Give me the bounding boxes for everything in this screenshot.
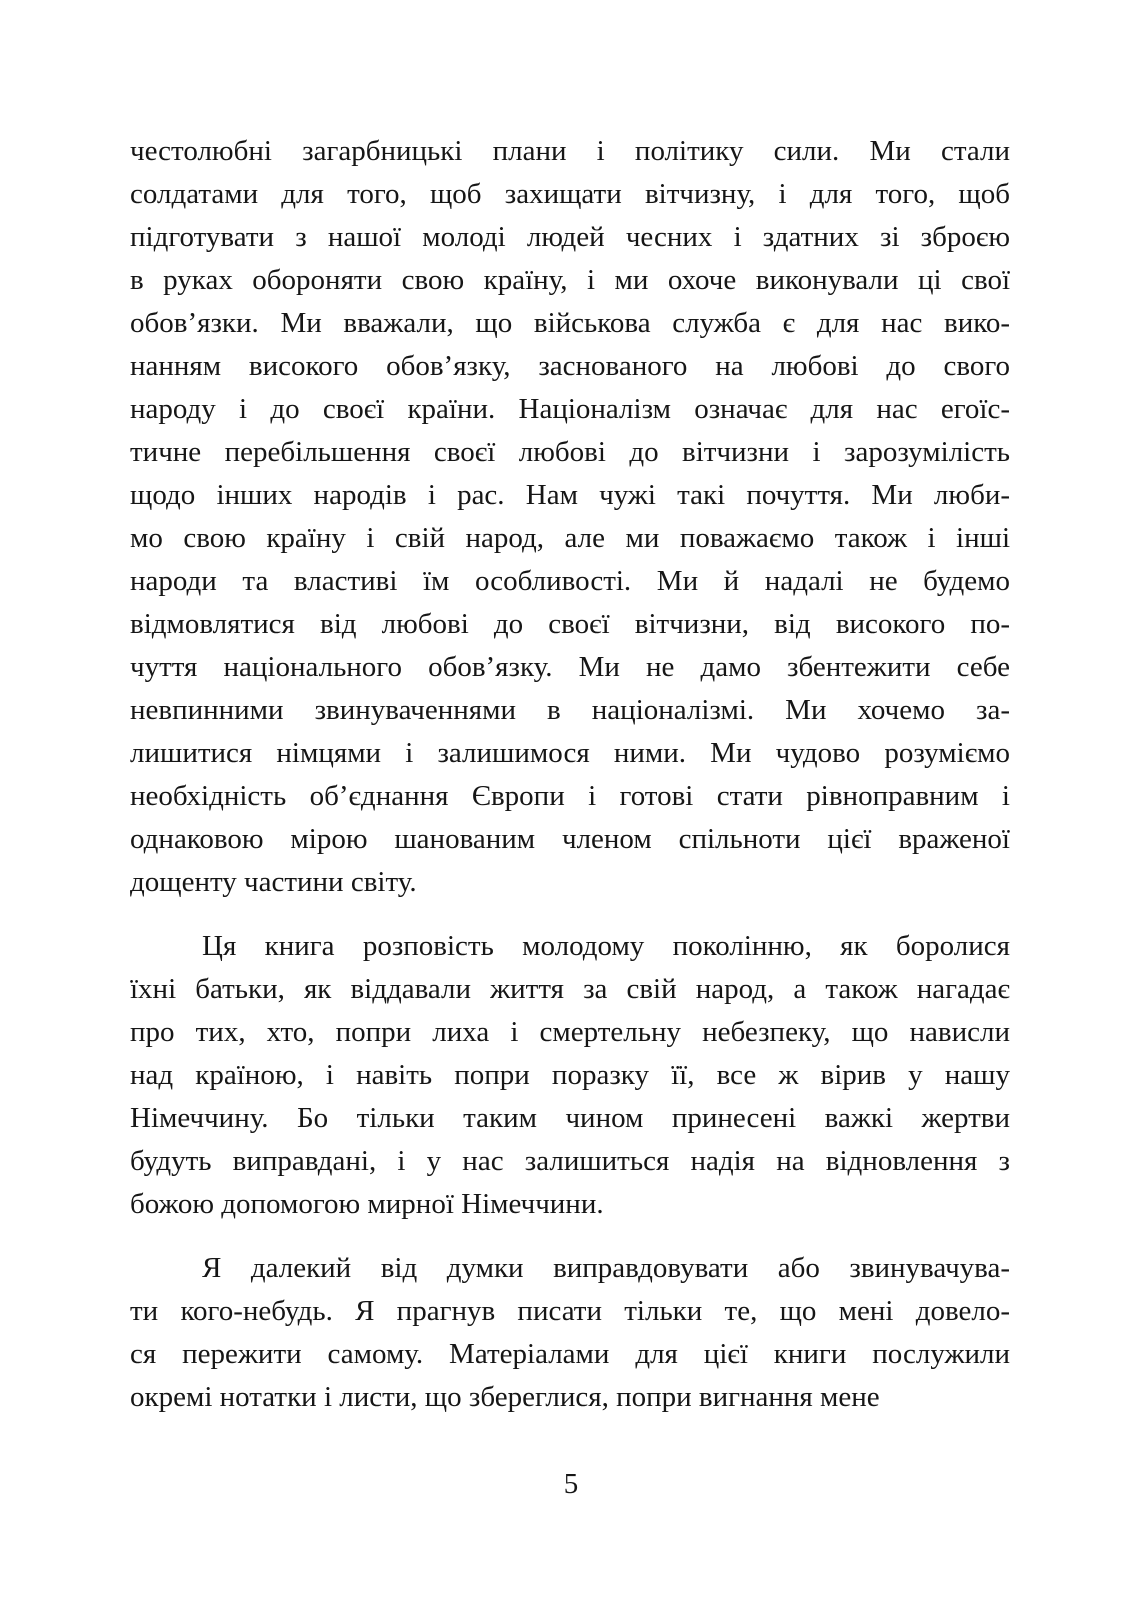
text-line: про тих, хто, попри лиха і смертельну небезпеку, що нависли (130, 1016, 1010, 1048)
paragraph (130, 1247, 1010, 1419)
text-line: необхідність об’єднання Європи і готові стати рівноправним і (130, 780, 1010, 812)
text-line: однаковою мірою шанованим членом спільноти цієї враженої (130, 823, 1010, 855)
paragraph (130, 925, 1010, 1226)
text-line: в руках обороняти свою країну, і ми охоче виконували ці свої (130, 264, 1010, 296)
text-line: мо свою країну і свій народ, але ми поважаємо також і інші (130, 522, 1010, 554)
text-line: їхні батьки, як віддавали життя за свій народ, а також нагадає (130, 973, 1010, 1005)
text-line: невпинними звинуваченнями в націоналізмі. Ми хочемо за- (130, 694, 1010, 726)
text-line: підготувати з нашої молоді людей чесних і здатних зі зброєю (130, 221, 1010, 253)
page-number: 5 (563, 1468, 579, 1500)
text-line: ти кого-небудь. Я прагнув писати тільки те, що мені довело- (130, 1295, 1010, 1327)
text-line: народи та властиві їм особливості. Ми й надалі не будемо (130, 565, 1010, 597)
text-line: Ця книга розповість молодому поколінню, як боролися (202, 930, 1010, 962)
text-line: будуть виправдані, і у нас залишиться надія на відновлення з (130, 1145, 1010, 1177)
text-line: лишитися німцями і залишимося ними. Ми чудово розуміємо (130, 737, 1010, 769)
text-line: над країною, і навіть попри поразку її, все ж вірив у нашу (130, 1059, 1010, 1091)
text-line: честолюбні загарбницькі плани і політику сили. Ми стали (130, 135, 1010, 167)
text-line: тичне перебільшення своєї любові до вітчизни і зарозумілість (130, 436, 1010, 468)
text-line: щодо інших народів і рас. Нам чужі такі почуття. Ми люби- (130, 479, 1010, 511)
text-line: народу і до своєї країни. Націоналізм означає для нас егоїс- (130, 393, 1010, 425)
text-line: солдатами для того, щоб захищати вітчизну, і для того, щоб (130, 178, 1010, 210)
text-line: дощенту частини світу. (130, 866, 417, 898)
paragraph (130, 130, 1010, 904)
text-line: окремі нотатки і листи, що збереглися, попри вигнання мене (130, 1381, 880, 1413)
text-line: чуття національного обов’язку. Ми не дамо збентежити себе (130, 651, 1010, 683)
text-line: Я далекий від думки виправдовувати або звинувачува- (202, 1252, 1010, 1284)
text-line: божою допомогою мирної Німеччини. (130, 1188, 604, 1220)
text-line: ся пережити самому. Матеріалами для цієї книги послужили (130, 1338, 1010, 1370)
text-line: нанням високого обов’язку, заснованого на любові до свого (130, 350, 1010, 382)
text-block (130, 130, 1010, 1419)
text-line: Німеччину. Бо тільки таким чином принесені важкі жертви (130, 1102, 1010, 1134)
text-line: обов’язки. Ми вважали, що військова служба є для нас вико- (130, 307, 1010, 339)
text-line: відмовлятися від любові до своєї вітчизни, від високого по- (130, 608, 1010, 640)
page-footer (0, 1468, 1142, 1501)
